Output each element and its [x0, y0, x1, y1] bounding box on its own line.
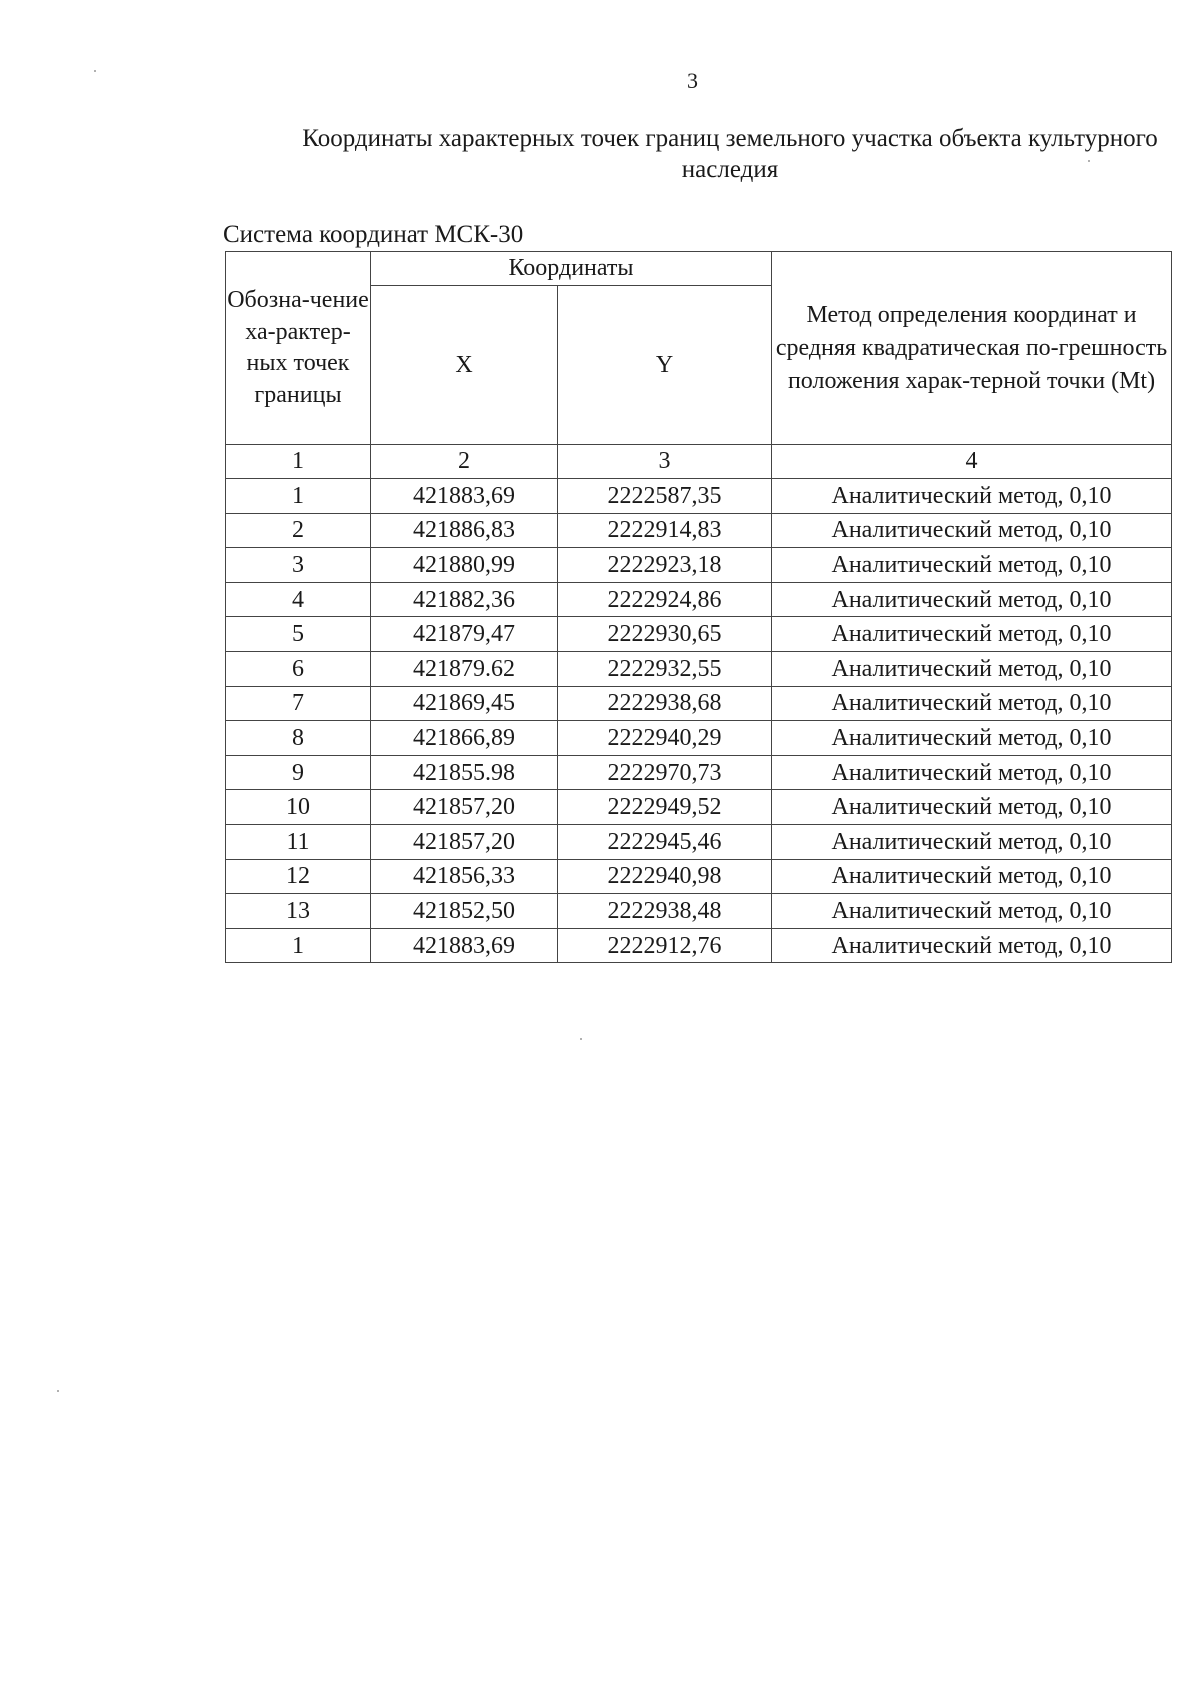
cell-point: 1 [226, 479, 371, 514]
cell-x: 421883,69 [371, 928, 558, 963]
header-x: X [371, 286, 558, 445]
cell-method: Аналитический метод, 0,10 [772, 582, 1172, 617]
cell-point: 5 [226, 617, 371, 652]
cell-x: 421883,69 [371, 479, 558, 514]
document-title: Координаты характерных точек границ земельного участка объекта культурного наследия [302, 125, 1158, 183]
coordinate-system-caption: Система координат МСК-30 [223, 221, 524, 248]
cell-point: 2 [226, 513, 371, 548]
table-row [226, 790, 1172, 825]
table-row [226, 548, 1172, 583]
table-row [226, 755, 1172, 790]
cell-point: 10 [226, 790, 371, 825]
cell-x: 421869,45 [371, 686, 558, 721]
cell-x: 421882,36 [371, 582, 558, 617]
cell-point: 6 [226, 651, 371, 686]
cell-x: 421879.62 [371, 651, 558, 686]
cell-y: 2222970,73 [558, 755, 772, 790]
cell-point: 13 [226, 894, 371, 929]
cell-method: Аналитический метод, 0,10 [772, 513, 1172, 548]
scan-speck [580, 1038, 582, 1040]
cell-y: 2222923,18 [558, 548, 772, 583]
cell-method: Аналитический метод, 0,10 [772, 548, 1172, 583]
cell-method: Аналитический метод, 0,10 [772, 721, 1172, 756]
cell-x: 421855.98 [371, 755, 558, 790]
page-number: 3 [687, 68, 698, 93]
cell-method: Аналитический метод, 0,10 [772, 928, 1172, 963]
header-coordinates: Координаты [371, 252, 772, 286]
cell-method: Аналитический метод, 0,10 [772, 479, 1172, 514]
cell-x: 421866,89 [371, 721, 558, 756]
cell-y: 2222932,55 [558, 651, 772, 686]
cell-y: 2222949,52 [558, 790, 772, 825]
column-number-row [226, 445, 1172, 479]
table-row [226, 479, 1172, 514]
column-number: 4 [772, 445, 1172, 479]
cell-y: 2222938,68 [558, 686, 772, 721]
cell-y: 2222587,35 [558, 479, 772, 514]
cell-x: 421856,33 [371, 859, 558, 894]
cell-point: 11 [226, 824, 371, 859]
cell-point: 7 [226, 686, 371, 721]
table-row [226, 824, 1172, 859]
cell-method: Аналитический метод, 0,10 [772, 617, 1172, 652]
cell-x: 421857,20 [371, 824, 558, 859]
cell-point: 4 [226, 582, 371, 617]
cell-method: Аналитический метод, 0,10 [772, 686, 1172, 721]
header-method: Метод определения координат и средняя квадратическая по-грешность положения харак-терной точки (Mt) [772, 252, 1172, 445]
cell-method: Аналитический метод, 0,10 [772, 859, 1172, 894]
cell-method: Аналитический метод, 0,10 [772, 790, 1172, 825]
table-row [226, 582, 1172, 617]
table-row [226, 686, 1172, 721]
coordinates-table [225, 251, 1172, 963]
cell-y: 2222924,86 [558, 582, 772, 617]
cell-y: 2222912,76 [558, 928, 772, 963]
cell-y: 2222945,46 [558, 824, 772, 859]
cell-x: 421880,99 [371, 548, 558, 583]
table-body [226, 479, 1172, 963]
column-number: 2 [371, 445, 558, 479]
cell-point: 1 [226, 928, 371, 963]
cell-method: Аналитический метод, 0,10 [772, 755, 1172, 790]
cell-method: Аналитический метод, 0,10 [772, 651, 1172, 686]
table-row [226, 894, 1172, 929]
cell-point: 3 [226, 548, 371, 583]
table-row [226, 651, 1172, 686]
cell-x: 421852,50 [371, 894, 558, 929]
header-point-designation: Обозна-чение ха-рактер-ных точек границы [226, 252, 371, 445]
cell-x: 421886,83 [371, 513, 558, 548]
cell-point: 12 [226, 859, 371, 894]
cell-method: Аналитический метод, 0,10 [772, 824, 1172, 859]
column-number: 1 [226, 445, 371, 479]
cell-y: 2222940,98 [558, 859, 772, 894]
table-row [226, 617, 1172, 652]
table-row [226, 513, 1172, 548]
table-row [226, 859, 1172, 894]
header-y: Y [558, 286, 772, 445]
column-number: 3 [558, 445, 772, 479]
cell-y: 2222930,65 [558, 617, 772, 652]
scan-speck [57, 1390, 59, 1392]
cell-y: 2222938,48 [558, 894, 772, 929]
table-row [226, 721, 1172, 756]
cell-method: Аналитический метод, 0,10 [772, 894, 1172, 929]
cell-point: 8 [226, 721, 371, 756]
cell-x: 421879,47 [371, 617, 558, 652]
cell-point: 9 [226, 755, 371, 790]
scan-speck [1088, 160, 1090, 162]
cell-x: 421857,20 [371, 790, 558, 825]
scan-speck [94, 70, 96, 72]
cell-y: 2222940,29 [558, 721, 772, 756]
table-row [226, 928, 1172, 963]
cell-y: 2222914,83 [558, 513, 772, 548]
